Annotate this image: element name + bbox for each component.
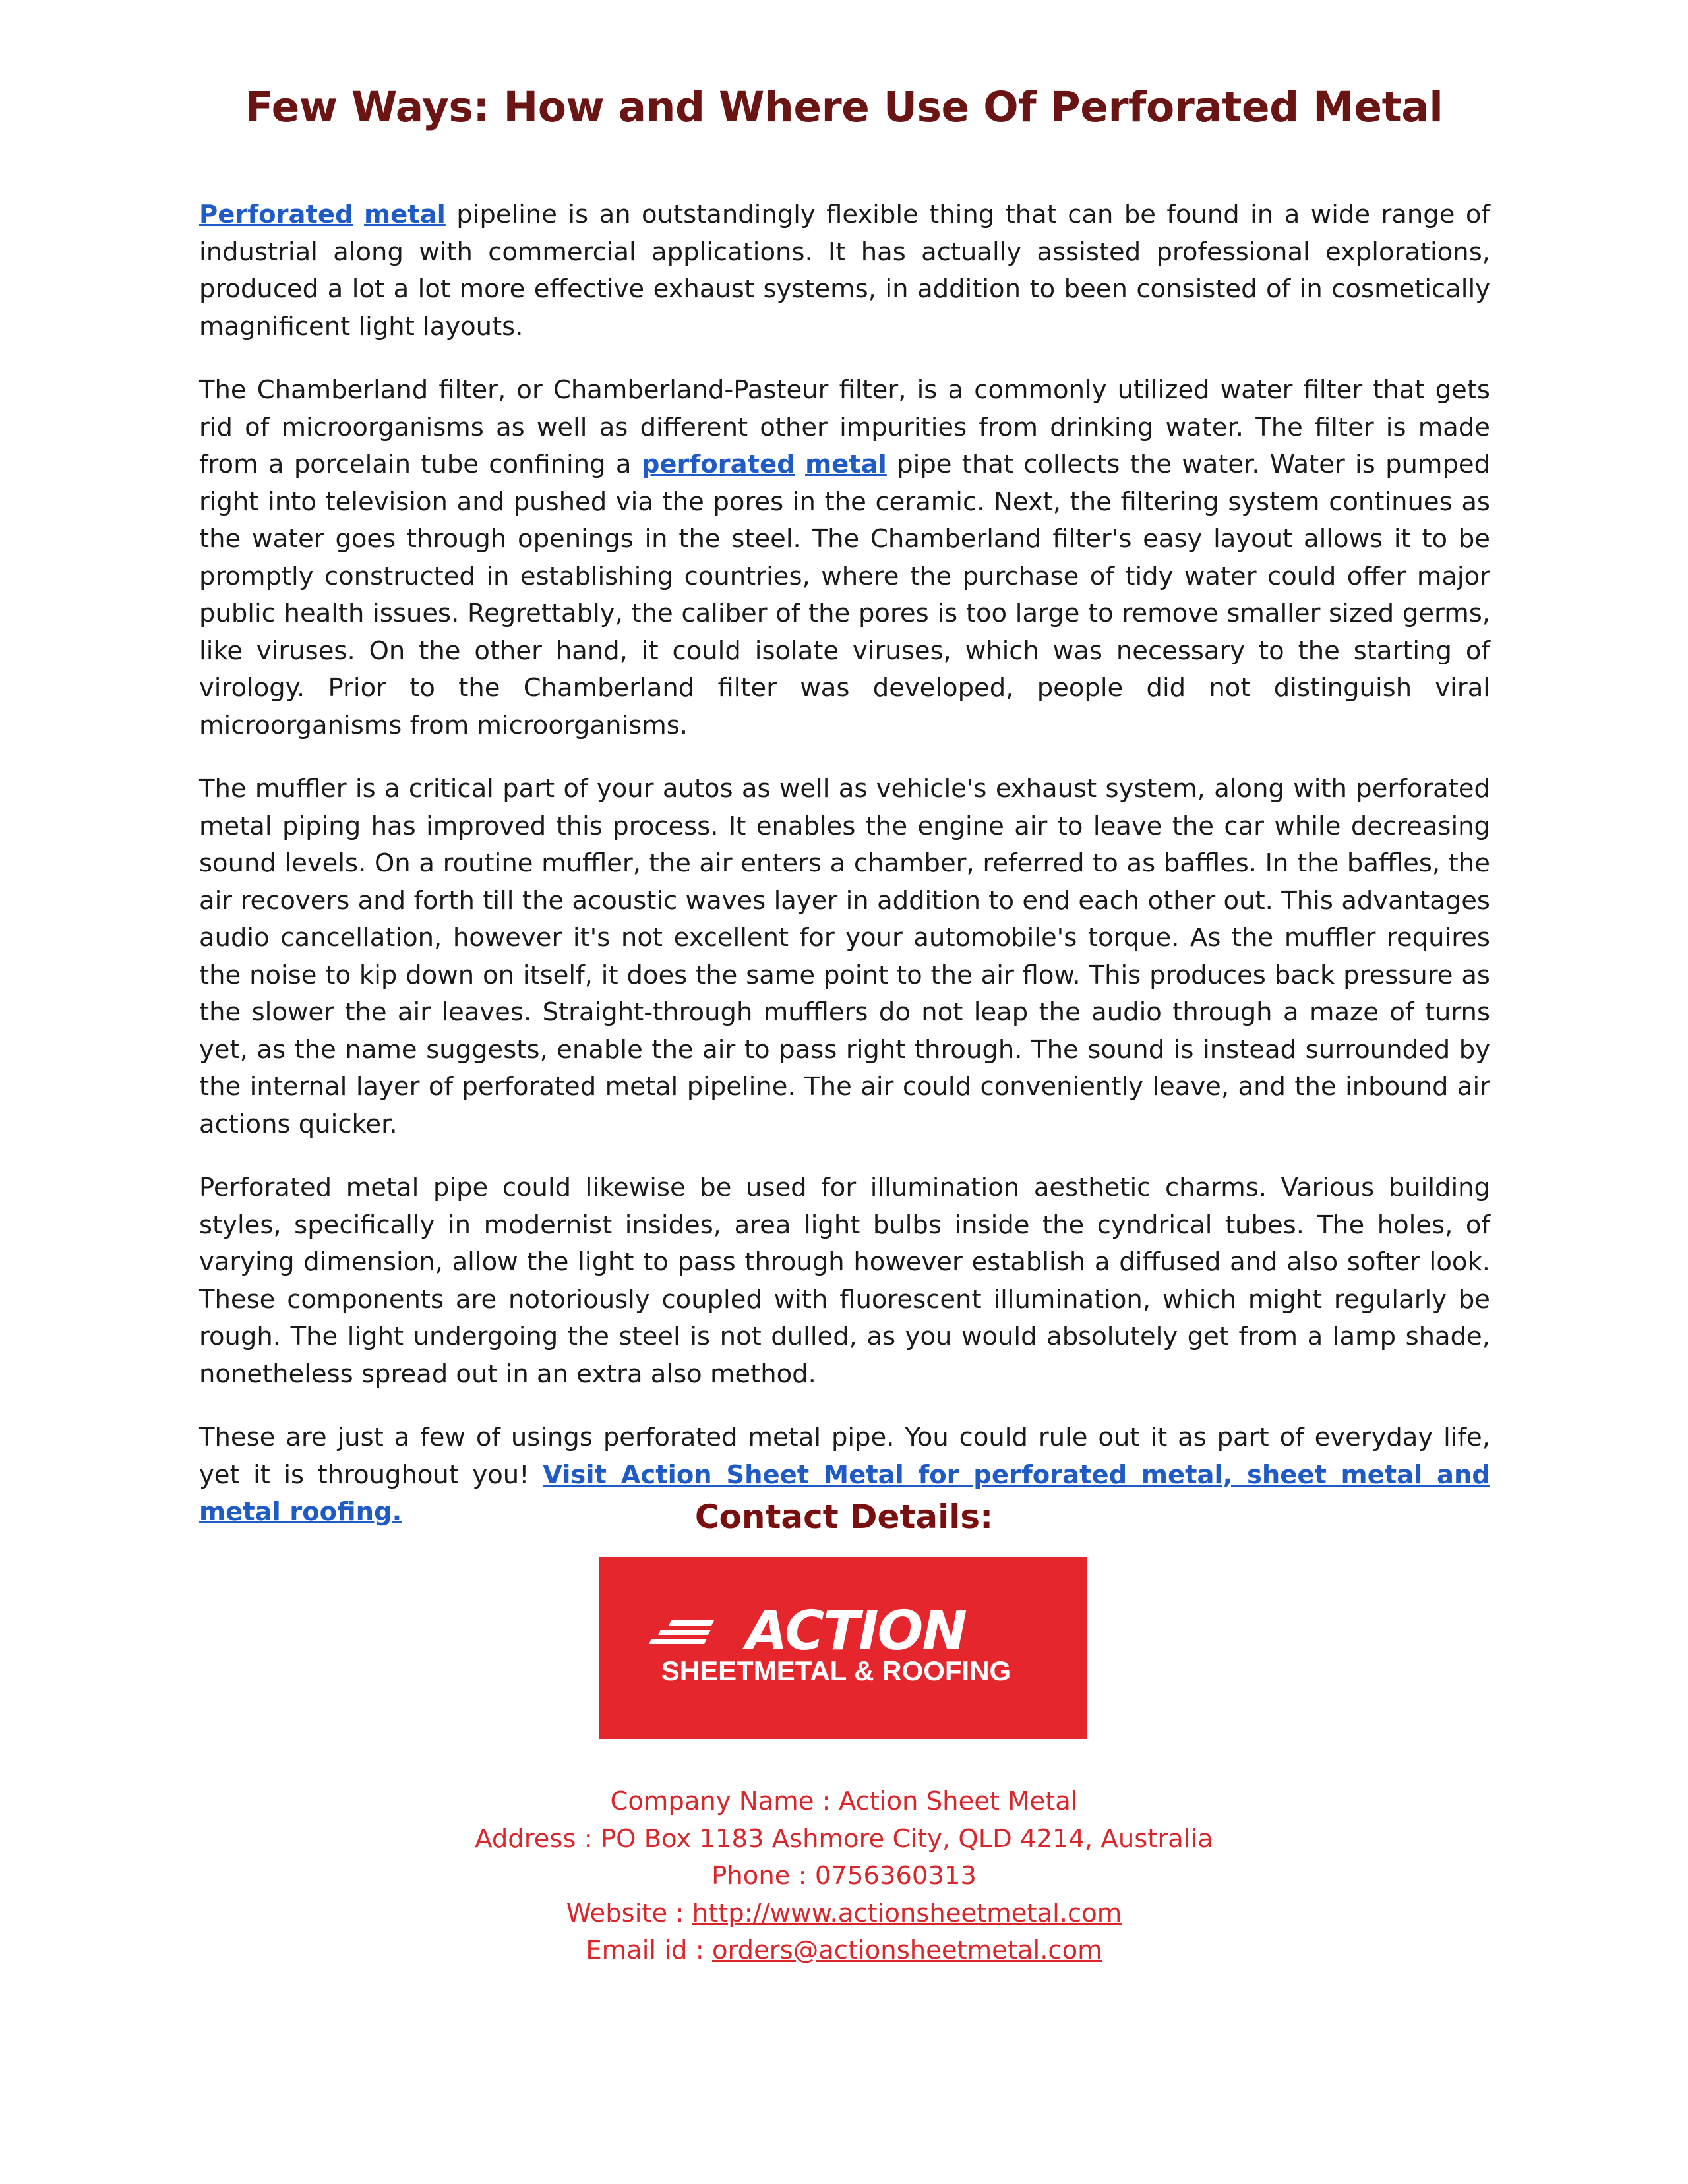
- email-label: Email id :: [586, 1935, 704, 1965]
- paragraph-2-text-after: pipe that collects the water. Water is pumped right into television and pushed via the pores in the ceramic. Next, the filtering system continues as the water goes through openings in the steel. The Chamberland filter's easy layout allows it to be promptly constructed in establishing countries, where the purchase of tidy water could offer major public health issues. Regrettably, the caliber of the pores is too large to remove smaller sized germs, like viruses. On the other hand, it could isolate viruses, which was necessary to the starting of virology. Prior to the Chamberland filter was developed, people did not distinguish viral microorganisms from microorganisms.: [199, 450, 1491, 740]
- company-logo: [599, 1557, 1087, 1739]
- perforated-link[interactable]: Perforated: [199, 200, 353, 229]
- page-title: Few Ways: How and Where Use Of Perforated Metal: [245, 83, 1443, 131]
- company-email-row: [0, 1932, 1688, 1970]
- metal-link-2[interactable]: metal: [805, 450, 887, 479]
- logo-brand: ACTION: [746, 1600, 966, 1663]
- paragraph-2-text-before: The Chamberland filter, or Chamberland-Pasteur filter, is a commonly utilized water filter that gets rid of microorganisms as well as different other impurities from drinking water. The filter is made from a porcelain tube confining a: [199, 375, 1490, 479]
- company-address: Address : PO Box 1183 Ashmore City, QLD 4214, Australia: [475, 1823, 1213, 1854]
- paragraph-1: [199, 196, 1490, 345]
- website-link[interactable]: http://www.actionsheetmetal.com: [692, 1898, 1122, 1928]
- contact-info: [0, 1783, 1688, 1970]
- speed-lines-icon: [649, 1620, 714, 1644]
- logo-tagline: SHEETMETAL & ROOFING: [661, 1655, 1011, 1686]
- company-name: Company Name : Action Sheet Metal: [610, 1786, 1078, 1816]
- paragraph-4: Perforated metal pipe could likewise be used for illumination aesthetic charms. Various building styles, specifically in modernist insides, area light bulbs inside the cyndrical tubes. The holes, of varying dimension, allow the light to pass through however establish a diffused and also softer look. These components are notoriously coupled with fluorescent illumination, which might regularly be rough. The light undergoing the steel is not dulled, as you would absolutely get from a lamp shade, nonetheless spread out in an extra also method.: [199, 1173, 1490, 1389]
- email-link[interactable]: orders@actionsheetmetal.com: [711, 1935, 1102, 1965]
- contact-heading: Contact Details:: [694, 1498, 994, 1536]
- paragraph-3: The muffler is a critical part of your autos as well as vehicle's exhaust system, along with perforated metal piping has improved this process. It enables the engine air to leave the car while decreasing sound levels. On a routine muffler, the air enters a chamber, referred to as baffles. In the baffles, the air recovers and forth till the acoustic waves layer in addition to end each other out. This advantages audio cancellation, however it's not excellent for your automobile's torque. As the muffler requires the noise to kip down on itself, it does the same point to the air flow. This produces back pressure as the slower the air leaves. Straight-through mufflers do not leap the audio through a maze of turns yet, as the name suggests, enable the air to pass right through. The sound is instead surrounded by the internal layer of perforated metal pipeline. The air could conveniently leave, and the inbound air actions quicker.: [199, 774, 1490, 1139]
- paragraph-5-text: These are just a few of usings perforated metal pipe. You could rule out it as part of everyday life, yet it is throughout you!: [199, 1423, 1490, 1490]
- visit-action-sheet-metal-link[interactable]: Visit Action Sheet Metal for perforated metal, sheet metal and metal roofing.: [199, 1460, 1490, 1527]
- article-body: [199, 196, 1490, 1558]
- paragraph-2: [199, 372, 1490, 744]
- paragraph-1-text: pipeline is an outstandingly flexible thing that can be found in a wide range of industrial along with commercial applications. It has actually assisted professional explorations, produced a lot a lot more effective exhaust systems, in addition to been consisted of in cosmetically magnificent light layouts.: [199, 200, 1490, 341]
- website-label: Website :: [566, 1898, 684, 1928]
- perforated-link-2[interactable]: perforated: [641, 450, 795, 479]
- company-phone: Phone : 0756360313: [711, 1861, 977, 1891]
- company-website-row: [0, 1895, 1688, 1933]
- metal-link[interactable]: metal: [364, 200, 446, 229]
